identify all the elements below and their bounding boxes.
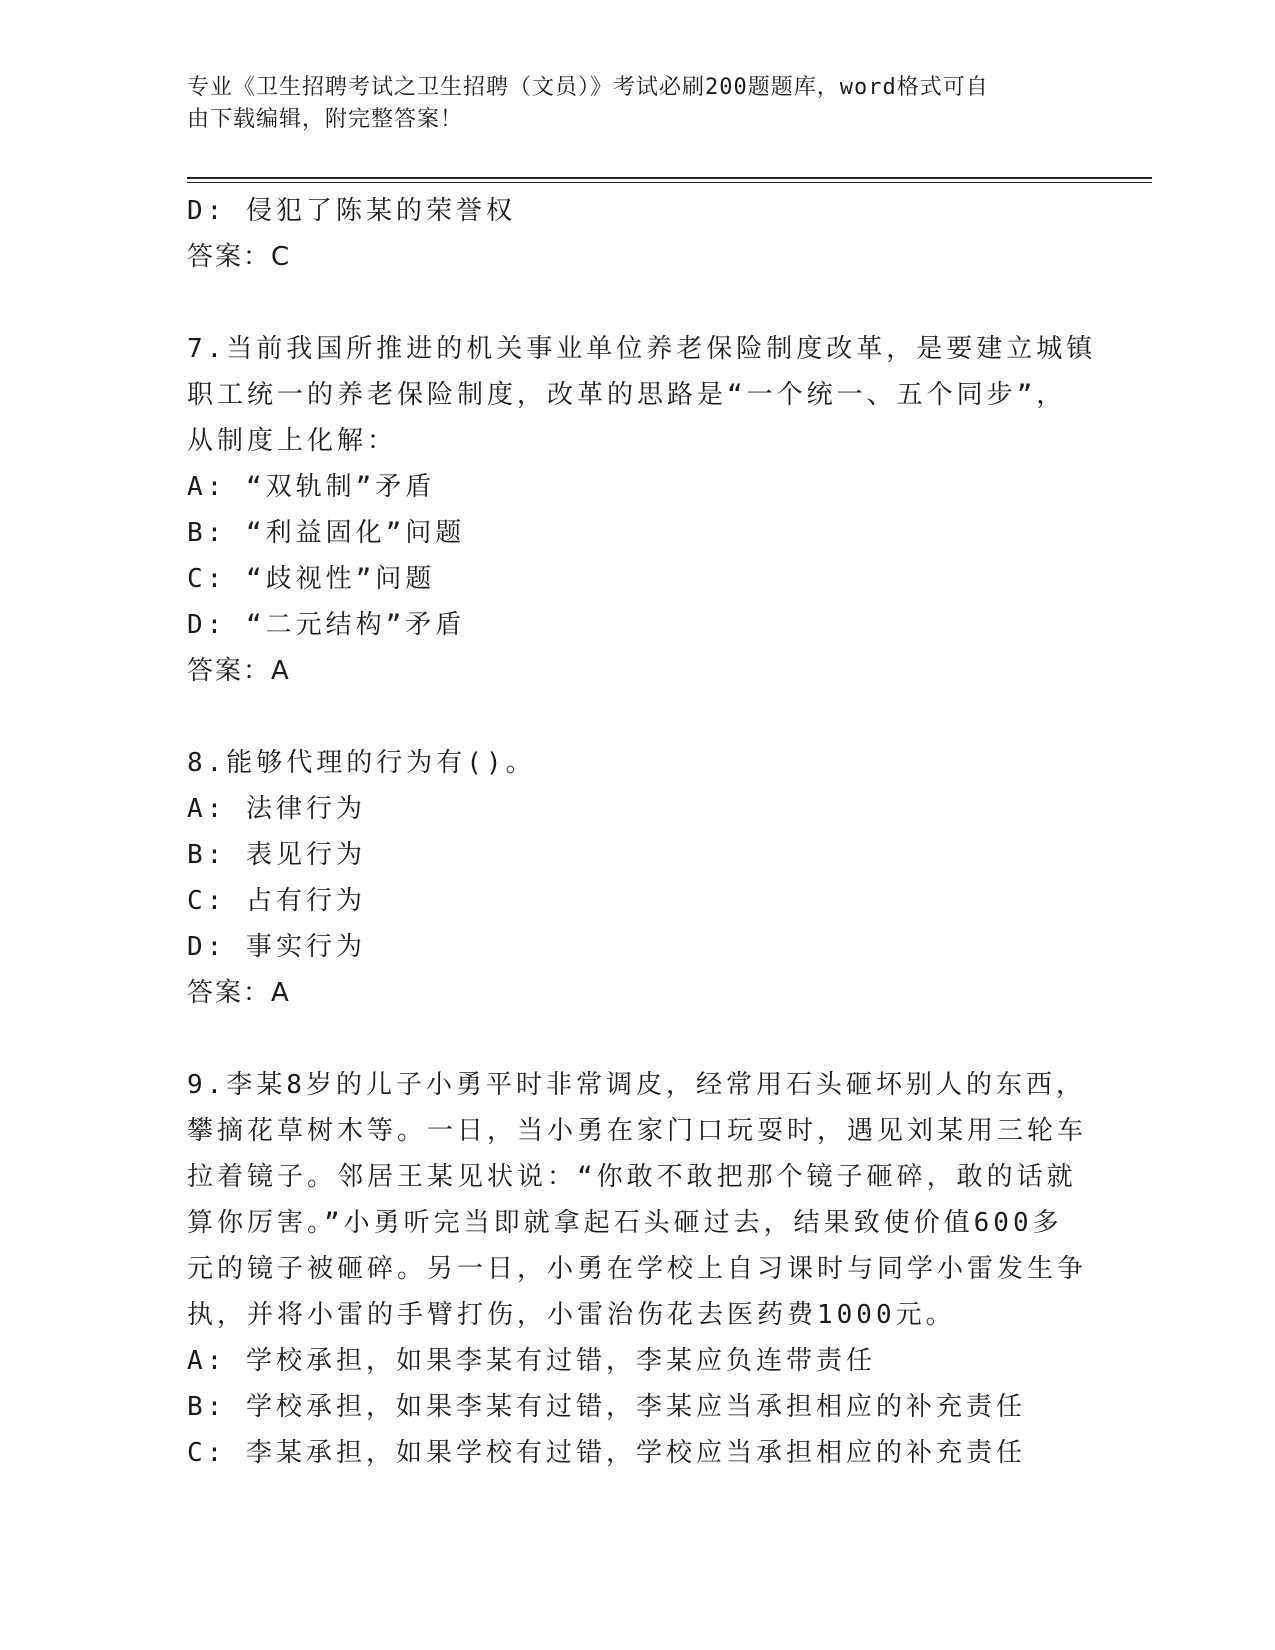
header-rule-thin	[187, 182, 1152, 183]
spacer	[187, 694, 1087, 740]
q7-option-b: B: “利益固化”问题	[187, 518, 466, 548]
document-body	[187, 188, 1097, 1476]
q7-option-d: D: “二元结构”矛盾	[187, 610, 466, 640]
q7-option-c: C: “歧视性”问题	[187, 564, 436, 594]
q7-stem-line-2: 职工统一的养老保险制度，改革的思路是“一个统一、五个同步”，	[187, 380, 1067, 410]
spacer	[187, 1016, 1087, 1062]
q8-option-b: B: 表见行为	[187, 840, 366, 870]
page-header	[187, 72, 1067, 136]
prev-option-d: D: 侵犯了陈某的荣誉权	[187, 196, 516, 226]
header-line-1: 专业《卫生招聘考试之卫生招聘（文员）》考试必刷200题题库，word格式可自	[187, 75, 989, 100]
q9-option-a: A: 学校承担，如果李某有过错，李某应负连带责任	[187, 1346, 876, 1376]
q7-stem-line-1: 7.当前我国所推进的机关事业单位养老保险制度改革，是要建立城镇	[187, 334, 1097, 364]
q9-stem-line-4: 算你厉害。”小勇听完当即就拿起石头砸过去，结果致使价值600多	[187, 1208, 1063, 1238]
question-7	[187, 326, 1097, 694]
question-8	[187, 740, 1087, 1016]
q9-stem-line-3: 拉着镜子。邻居王某见状说：“你敢不敢把那个镜子砸碎，敢的话就	[187, 1162, 1077, 1192]
q8-option-c: C: 占有行为	[187, 886, 366, 916]
q8-stem: 8.能够代理的行为有()。	[187, 748, 536, 778]
q9-stem-line-1: 9.李某8岁的儿子小勇平时非常调皮，经常用石头砸坏别人的东西，	[187, 1070, 1086, 1100]
q7-option-a: A: “双轨制”矛盾	[187, 472, 436, 502]
header-line-2: 由下载编辑，附完整答案！	[187, 107, 464, 132]
q7-answer: 答案：A	[187, 656, 291, 686]
q7-stem-line-3: 从制度上化解：	[187, 426, 398, 456]
prev-answer: 答案：C	[187, 242, 292, 272]
header-rule-thick	[187, 177, 1152, 179]
question-9	[187, 1062, 1087, 1476]
q8-option-d: D: 事实行为	[187, 932, 366, 962]
q9-option-c: C: 李某承担，如果学校有过错，学校应当承担相应的补充责任	[187, 1438, 1026, 1468]
q9-stem-line-6: 执，并将小雷的手臂打伤，小雷治伤花去医药费1000元。	[187, 1300, 956, 1330]
q8-answer: 答案：A	[187, 978, 291, 1008]
q9-stem-line-5: 元的镜子被砸碎。另一日，小勇在学校上自习课时与同学小雷发生争	[187, 1254, 1088, 1284]
spacer	[187, 280, 1087, 326]
q9-stem-line-2: 攀摘花草树木等。一日，当小勇在家门口玩耍时，遇见刘某用三轮车	[187, 1116, 1088, 1146]
q9-option-b: B: 学校承担，如果李某有过错，李某应当承担相应的补充责任	[187, 1392, 1026, 1422]
q8-option-a: A: 法律行为	[187, 794, 366, 824]
